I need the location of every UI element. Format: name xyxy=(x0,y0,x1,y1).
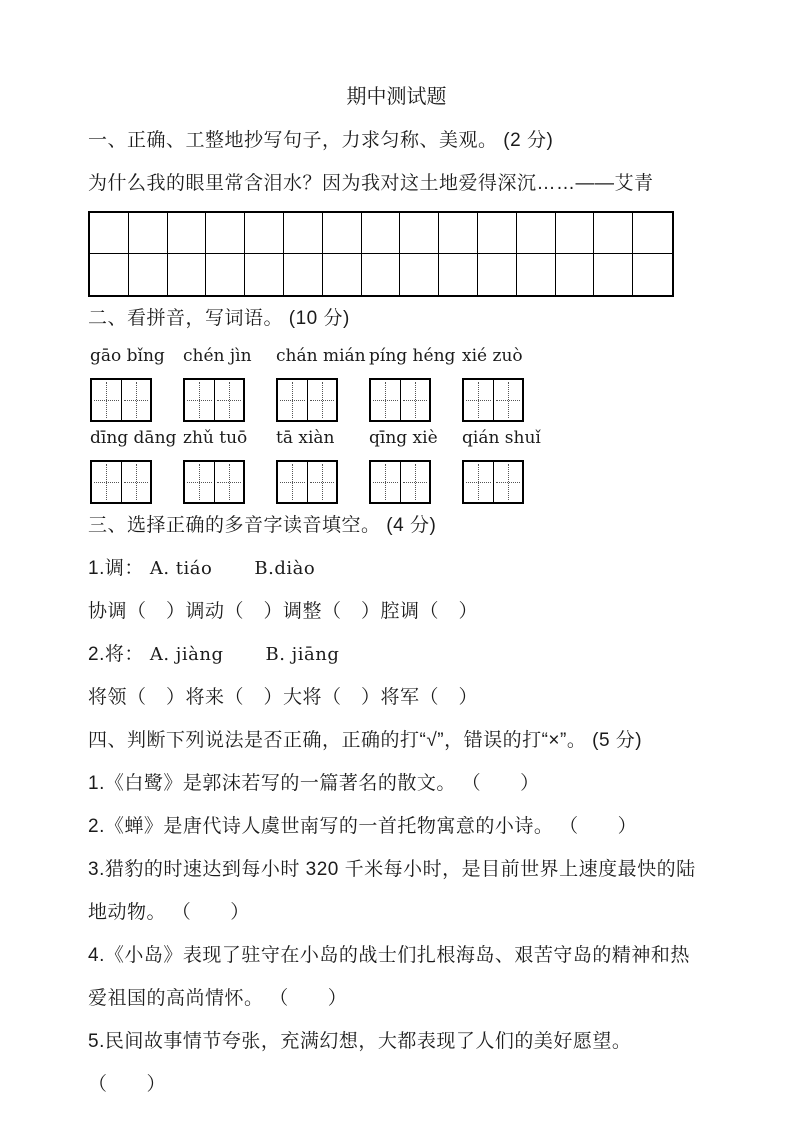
section3-heading: 三、选择正确的多音字读音填空。 (4 分) xyxy=(88,515,437,536)
pinyin-label: píng héng xyxy=(369,346,456,366)
pinyin-unit xyxy=(183,343,252,422)
writing-grid xyxy=(369,378,431,422)
copy-grid-cell xyxy=(478,254,517,295)
writing-grid xyxy=(183,460,245,504)
pinyin-unit xyxy=(369,343,456,422)
writing-cell xyxy=(493,462,523,502)
copy-grid-cell xyxy=(129,254,168,295)
pinyin-label: qīng xiè xyxy=(369,428,438,448)
pinyin-label: tā xiàn xyxy=(276,428,335,448)
writing-cell xyxy=(278,462,307,502)
pinyin-label: qián shuǐ xyxy=(462,428,541,448)
writing-cell xyxy=(214,462,244,502)
pinyin-label: zhǔ tuō xyxy=(183,428,248,448)
copy-grid-cell xyxy=(633,213,672,254)
pinyin-unit xyxy=(90,343,165,422)
writing-cell xyxy=(185,380,214,420)
q1-words-line: 协调（ ）调动（ ）调整（ ）腔调（ ） xyxy=(88,601,479,622)
pinyin-unit xyxy=(90,425,177,504)
pinyin-label: gāo bǐng xyxy=(90,346,165,366)
writing-cell xyxy=(464,380,493,420)
copy-grid-cell xyxy=(284,254,323,295)
copy-grid-cell xyxy=(594,213,633,254)
copy-grid-cell xyxy=(206,213,245,254)
writing-grid xyxy=(276,460,338,504)
judge-item-2: 2.《蝉》是唐代诗人虞世南写的一首托物寓意的小诗。 （ ） xyxy=(88,816,638,837)
writing-grid xyxy=(462,378,524,422)
writing-cell xyxy=(214,380,244,420)
pinyin-unit xyxy=(276,343,366,422)
copy-grid xyxy=(88,211,674,297)
copy-grid-cell xyxy=(400,254,439,295)
copy-grid-cell xyxy=(362,213,401,254)
copy-grid-cell xyxy=(90,213,129,254)
writing-cell xyxy=(400,462,430,502)
pinyin-row-1 xyxy=(90,343,705,422)
copy-grid-cell xyxy=(245,213,284,254)
writing-grid xyxy=(90,460,152,504)
section2-heading: 二、看拼音，写词语。 (10 分) xyxy=(88,308,350,329)
copy-grid-cell xyxy=(323,254,362,295)
writing-grid xyxy=(462,460,524,504)
pinyin-row-2 xyxy=(90,425,705,504)
writing-cell xyxy=(92,462,121,502)
section-polyphone xyxy=(88,504,705,719)
judge-item-1: 1.《白鹭》是郭沫若写的一篇著名的散文。 （ ） xyxy=(88,773,540,794)
judge-item-4: 4.《小岛》表现了驻守在小岛的战士们扎根海岛、艰苦守岛的精神和热爱祖国的高尚情怀。 （ ） xyxy=(88,945,690,1009)
q1-stem-line xyxy=(88,547,705,590)
writing-cell xyxy=(185,462,214,502)
copy-grid-cell xyxy=(245,254,284,295)
section-judgement xyxy=(88,719,705,1106)
copy-grid-cell xyxy=(90,254,129,295)
q2-option-a: A. jiàng xyxy=(149,644,224,665)
copy-grid-cell xyxy=(633,254,672,295)
q1-option-a: A. tiáo xyxy=(149,558,213,579)
writing-cell xyxy=(278,380,307,420)
pinyin-label: chán mián xyxy=(276,346,366,366)
page-title: 期中测试题 xyxy=(346,86,447,108)
copy-grid-cell xyxy=(168,254,207,295)
q2-option-b: B. jiāng xyxy=(265,644,340,665)
copy-grid-cell xyxy=(517,254,556,295)
section1-heading: 一、正确、工整地抄写句子，力求匀称、美观。 (2 分) xyxy=(88,130,554,151)
copy-grid-cell xyxy=(556,213,595,254)
copy-grid-cell xyxy=(400,213,439,254)
pinyin-unit xyxy=(276,425,338,504)
copy-sentence: 为什么我的眼里常含泪水？因为我对这土地爱得深沉……——艾青 xyxy=(88,173,654,194)
writing-cell xyxy=(371,462,400,502)
section-pinyin xyxy=(88,297,705,504)
q2-stem-line xyxy=(88,633,705,676)
copy-grid-cell xyxy=(517,213,556,254)
writing-cell xyxy=(307,462,337,502)
copy-grid-cell xyxy=(594,254,633,295)
pinyin-label: chén jìn xyxy=(183,346,252,366)
copy-grid-cell xyxy=(362,254,401,295)
writing-grid xyxy=(90,378,152,422)
writing-cell xyxy=(400,380,430,420)
q1-stem: 1.调： xyxy=(88,558,144,579)
pinyin-unit xyxy=(462,425,541,504)
writing-cell xyxy=(464,462,493,502)
writing-grid xyxy=(276,378,338,422)
pinyin-label: xié zuò xyxy=(462,346,523,366)
copy-grid-cell xyxy=(439,254,478,295)
judge-item-5: 5.民间故事情节夸张，充满幻想，大都表现了人们的美好愿望。 （ ） xyxy=(88,1031,638,1095)
copy-grid-cell xyxy=(284,213,323,254)
pinyin-unit xyxy=(462,343,524,422)
writing-cell xyxy=(493,380,523,420)
q2-words-line: 将领（ ）将来（ ）大将（ ）将军（ ） xyxy=(88,687,479,708)
writing-cell xyxy=(92,380,121,420)
pinyin-unit xyxy=(369,425,438,504)
copy-grid-cell xyxy=(129,213,168,254)
judge-item-3: 3.猎豹的时速达到每小时 320 千米每小时，是目前世界上速度最快的陆地动物。 （ ） xyxy=(88,859,696,923)
writing-cell xyxy=(307,380,337,420)
writing-cell xyxy=(121,380,151,420)
copy-grid-cell xyxy=(168,213,207,254)
pinyin-unit xyxy=(183,425,248,504)
copy-grid-cell xyxy=(206,254,245,295)
copy-grid-cell xyxy=(556,254,595,295)
section-copy-sentence xyxy=(88,119,705,297)
copy-grid-cell xyxy=(478,213,517,254)
q2-stem: 2.将： xyxy=(88,644,144,665)
q1-option-b: B.diào xyxy=(254,558,316,579)
writing-cell xyxy=(371,380,400,420)
section4-heading: 四、判断下列说法是否正确，正确的打“√”，错误的打“×”。 (5 分) xyxy=(88,730,643,751)
writing-grid xyxy=(183,378,245,422)
pinyin-label: dīng dāng xyxy=(90,428,177,448)
copy-grid-cell xyxy=(439,213,478,254)
writing-grid xyxy=(369,460,431,504)
copy-grid-cell xyxy=(323,213,362,254)
writing-cell xyxy=(121,462,151,502)
